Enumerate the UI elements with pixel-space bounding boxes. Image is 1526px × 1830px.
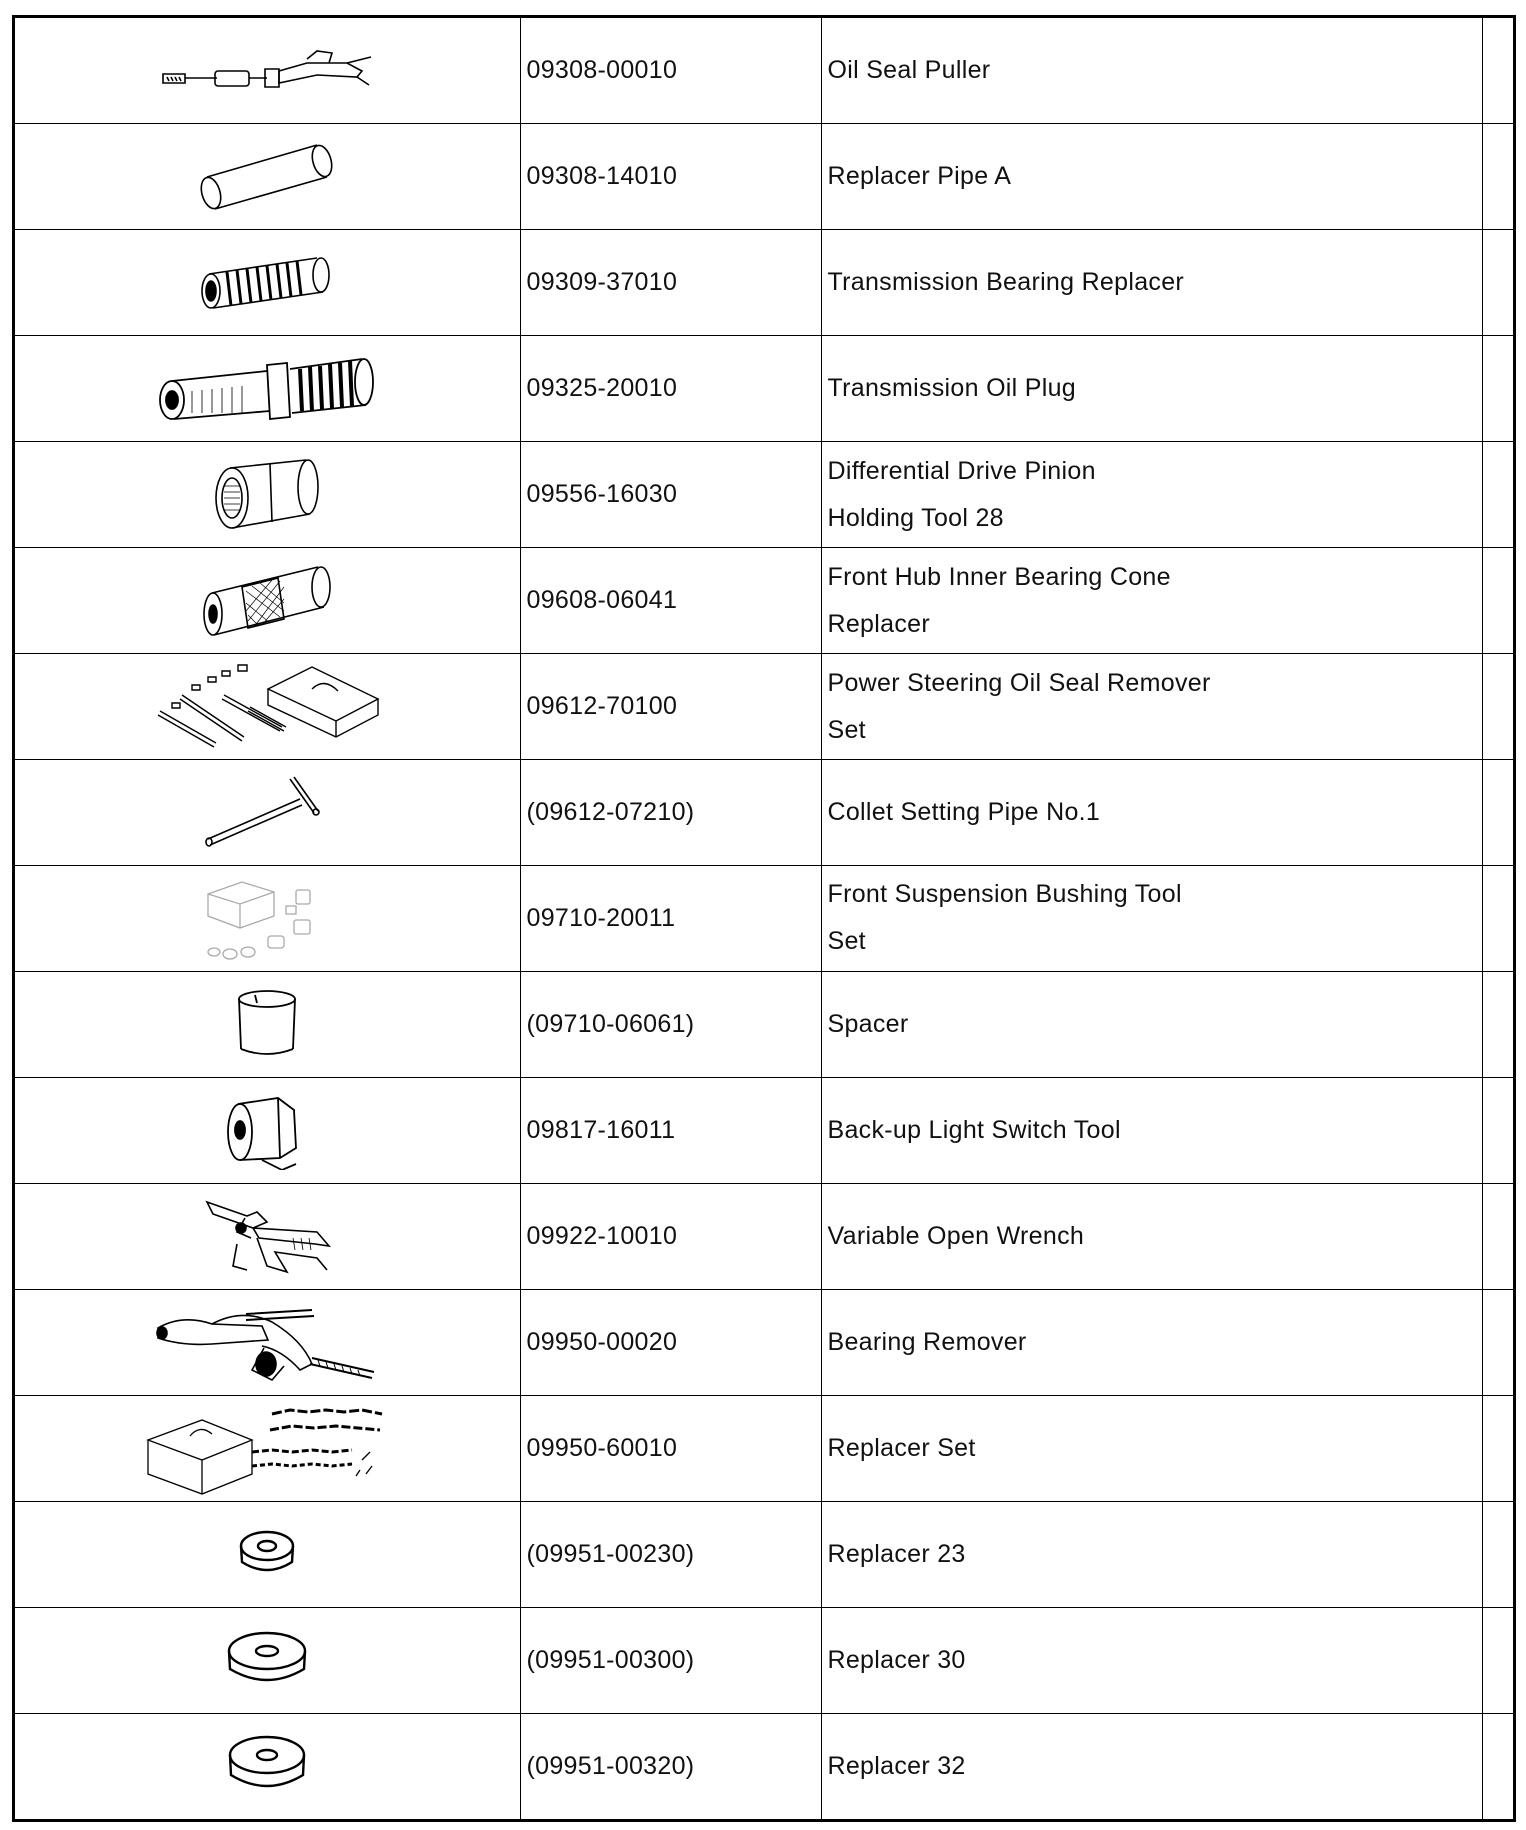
table-row: [15, 124, 1513, 230]
tool-name: [821, 1501, 1482, 1607]
tool-name-line1: Transmission Bearing Replacer: [827, 268, 1185, 297]
table-row: [15, 18, 1513, 124]
tool-name: [821, 336, 1482, 442]
note-cell: [1482, 230, 1513, 336]
part-number: 09950-60010: [520, 1395, 821, 1501]
tool-name-line2: Holding Tool 28: [827, 503, 1004, 532]
tool-name-line1: Collet Setting Pipe No.1: [827, 798, 1101, 827]
tool-name-line1: Back-up Light Switch Tool: [827, 1115, 1121, 1144]
tool-name-line1: Differential Drive Pinion: [827, 456, 1096, 485]
note-cell: [1482, 1289, 1513, 1395]
tool-name: [821, 18, 1482, 124]
tool-name: [821, 1395, 1482, 1501]
tool-illustration-cell: [15, 971, 520, 1077]
ring-replacer-small-icon: [15, 1524, 520, 1584]
note-cell: [1482, 18, 1513, 124]
tool-name-line1: Replacer 30: [827, 1645, 966, 1674]
tool-illustration-cell: [15, 124, 520, 230]
tool-name-line1: Power Steering Oil Seal Remover: [827, 668, 1211, 697]
tool-illustration-cell: [15, 760, 520, 866]
part-number: 09612-70100: [520, 654, 821, 760]
table-row: [15, 1713, 1513, 1819]
ring-replacer-large-icon: [15, 1731, 520, 1801]
oil-plug-tool-icon: [15, 351, 520, 427]
table-row: [15, 866, 1513, 972]
tool-name-line2: Set: [827, 927, 866, 956]
open-wrench-icon: [15, 1192, 520, 1280]
tool-name-line1: Replacer Set: [827, 1433, 976, 1462]
tool-illustration-cell: [15, 1501, 520, 1607]
tool-name-line1: Variable Open Wrench: [827, 1221, 1085, 1250]
note-cell: [1482, 1077, 1513, 1183]
table-row: [15, 1501, 1513, 1607]
tool-name: [821, 760, 1482, 866]
tool-name-line1: Spacer: [827, 1009, 909, 1038]
note-cell: [1482, 654, 1513, 760]
part-number: (09951-00320): [520, 1713, 821, 1819]
tool-illustration-cell: [15, 1183, 520, 1289]
part-number: 09950-00020: [520, 1289, 821, 1395]
table-row: [15, 336, 1513, 442]
tool-name: [821, 654, 1482, 760]
spacer-sleeve-icon: [15, 987, 520, 1061]
replacer-set-case-icon: [15, 1400, 520, 1496]
tool-name: [821, 442, 1482, 548]
tool-illustration-cell: [15, 1395, 520, 1501]
note-cell: [1482, 1713, 1513, 1819]
note-cell: [1482, 1395, 1513, 1501]
tool-name-line1: Front Suspension Bushing Tool: [827, 880, 1182, 909]
table-row: [15, 442, 1513, 548]
note-cell: [1482, 548, 1513, 654]
tool-name: [821, 971, 1482, 1077]
part-number: 09817-16011: [520, 1077, 821, 1183]
tool-illustration-cell: [15, 1607, 520, 1713]
tool-illustration-cell: [15, 442, 520, 548]
note-cell: [1482, 124, 1513, 230]
bearing-cone-replacer-icon: [15, 561, 520, 641]
special-tool-table: [15, 18, 1513, 1819]
table-row: [15, 760, 1513, 866]
table-row: [15, 1289, 1513, 1395]
tool-illustration-cell: [15, 1713, 520, 1819]
table-row: [15, 230, 1513, 336]
bushing-tool-set-icon: [15, 870, 520, 966]
tool-illustration-cell: [15, 548, 520, 654]
part-number: 09922-10010: [520, 1183, 821, 1289]
part-number: 09325-20010: [520, 336, 821, 442]
part-number: 09309-37010: [520, 230, 821, 336]
table-row: [15, 971, 1513, 1077]
tool-illustration-cell: [15, 1289, 520, 1395]
part-number: (09710-06061): [520, 971, 821, 1077]
tool-name-line1: Replacer 23: [827, 1539, 966, 1568]
table-row: [15, 1183, 1513, 1289]
table-row: [15, 654, 1513, 760]
table-row: [15, 1607, 1513, 1713]
table-row: [15, 1077, 1513, 1183]
tool-illustration-cell: [15, 336, 520, 442]
switch-socket-icon: [15, 1090, 520, 1170]
tool-name: [821, 548, 1482, 654]
tool-name: [821, 866, 1482, 972]
tool-name-line1: Replacer Pipe A: [827, 162, 1012, 191]
note-cell: [1482, 1501, 1513, 1607]
tool-name-line1: Oil Seal Puller: [827, 56, 991, 85]
table-row: [15, 548, 1513, 654]
tool-name: [821, 1607, 1482, 1713]
note-cell: [1482, 336, 1513, 442]
tool-illustration-cell: [15, 230, 520, 336]
tool-name: [821, 1077, 1482, 1183]
replacer-pipe-icon: [15, 137, 520, 217]
part-number: 09308-14010: [520, 124, 821, 230]
tool-name-line1: Transmission Oil Plug: [827, 374, 1076, 403]
table-row: [15, 1395, 1513, 1501]
tool-illustration-cell: [15, 1077, 520, 1183]
part-number: 09308-00010: [520, 18, 821, 124]
part-number: 09710-20011: [520, 866, 821, 972]
oil-seal-puller-icon: [15, 41, 520, 101]
tool-table-frame: [12, 15, 1516, 1822]
note-cell: [1482, 1183, 1513, 1289]
part-number: 09608-06041: [520, 548, 821, 654]
tool-illustration-cell: [15, 866, 520, 972]
tool-name: [821, 230, 1482, 336]
tool-name: [821, 1183, 1482, 1289]
oil-seal-remover-set-icon: [15, 659, 520, 755]
tool-illustration-cell: [15, 654, 520, 760]
tool-name-line1: Bearing Remover: [827, 1327, 1027, 1356]
note-cell: [1482, 760, 1513, 866]
tool-name: [821, 1713, 1482, 1819]
note-cell: [1482, 866, 1513, 972]
tool-name-line1: Front Hub Inner Bearing Cone: [827, 562, 1171, 591]
tool-name: [821, 1289, 1482, 1395]
part-number: (09951-00300): [520, 1607, 821, 1713]
part-number: (09612-07210): [520, 760, 821, 866]
knurled-bearing-replacer-icon: [15, 252, 520, 314]
tool-name-line1: Replacer 32: [827, 1751, 966, 1780]
bearing-remover-icon: [15, 1300, 520, 1384]
socket-holding-tool-icon: [15, 456, 520, 534]
tool-name-line2: Set: [827, 715, 866, 744]
tool-name-line2: Replacer: [827, 609, 930, 638]
part-number: (09951-00230): [520, 1501, 821, 1607]
part-number: 09556-16030: [520, 442, 821, 548]
note-cell: [1482, 971, 1513, 1077]
tool-illustration-cell: [15, 18, 520, 124]
t-handle-pipe-icon: [15, 775, 520, 851]
tool-name: [821, 124, 1482, 230]
note-cell: [1482, 442, 1513, 548]
note-cell: [1482, 1607, 1513, 1713]
ring-replacer-medium-icon: [15, 1625, 520, 1695]
